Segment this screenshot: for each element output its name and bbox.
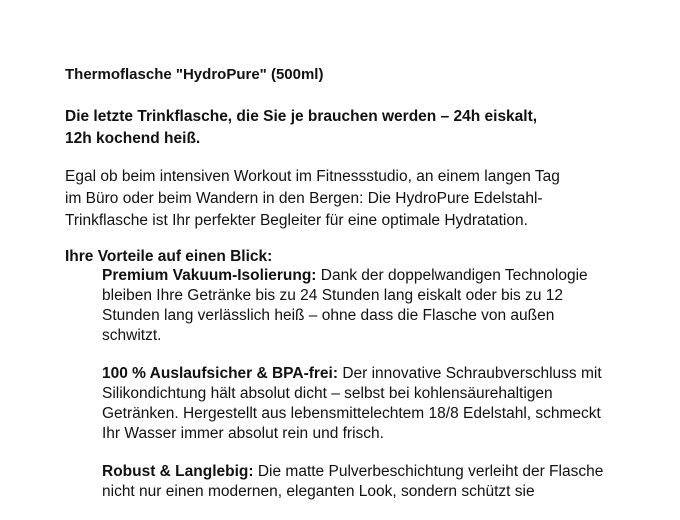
benefit-title: 100 % Auslaufsicher & BPA-frei: [102,365,339,382]
benefit-item [102,462,612,502]
benefits-list [65,266,625,502]
benefit-title: Premium Vakuum-Isolierung: [102,267,317,284]
product-title: Thermoflasche "HydroPure" (500ml) [65,66,324,83]
benefit-item [102,266,612,346]
benefit-item [102,364,612,444]
benefit-text: Die matte Pulverbeschichtung verleiht der Flasche nicht nur einen modernen, eleganten Look, sondern schützt sie [102,463,604,500]
benefit-title: Robust & Langlebig: [102,463,254,480]
benefit-text: Der innovative Schraubverschluss mit Silikondichtung hält absolut dicht – selbst bei kohlensäurehaltigen Getränken. Hergestellt aus lebensmittelechtem 18/8 Edelstahl, schmeckt Ihr Wasser immer absolut rein und frisch. [102,365,602,442]
intro-paragraph: Egal ob beim intensiven Workout im Fitnessstudio, an einem langen Tag im Büro oder beim Wandern in den Bergen: Die HydroPure Edelstahl-Trinkflasche ist Ihr perfekter Begleiter für eine optimale Hydratation. [65,168,560,229]
document-body [65,66,625,520]
benefit-text: Dank der doppelwandigen Technologie bleiben Ihre Getränke bis zu 24 Stunden lang eiskalt oder bis zu 12 Stunden lang verlässlich heiß – ohne dass die Flasche von außen schwitzt. [102,267,588,344]
product-subtitle: Die letzte Trinkflasche, die Sie je brauchen werden – 24h eiskalt, 12h kochend heiß. [65,108,538,147]
benefits-heading: Ihre Vorteile auf einen Blick: [65,248,273,265]
